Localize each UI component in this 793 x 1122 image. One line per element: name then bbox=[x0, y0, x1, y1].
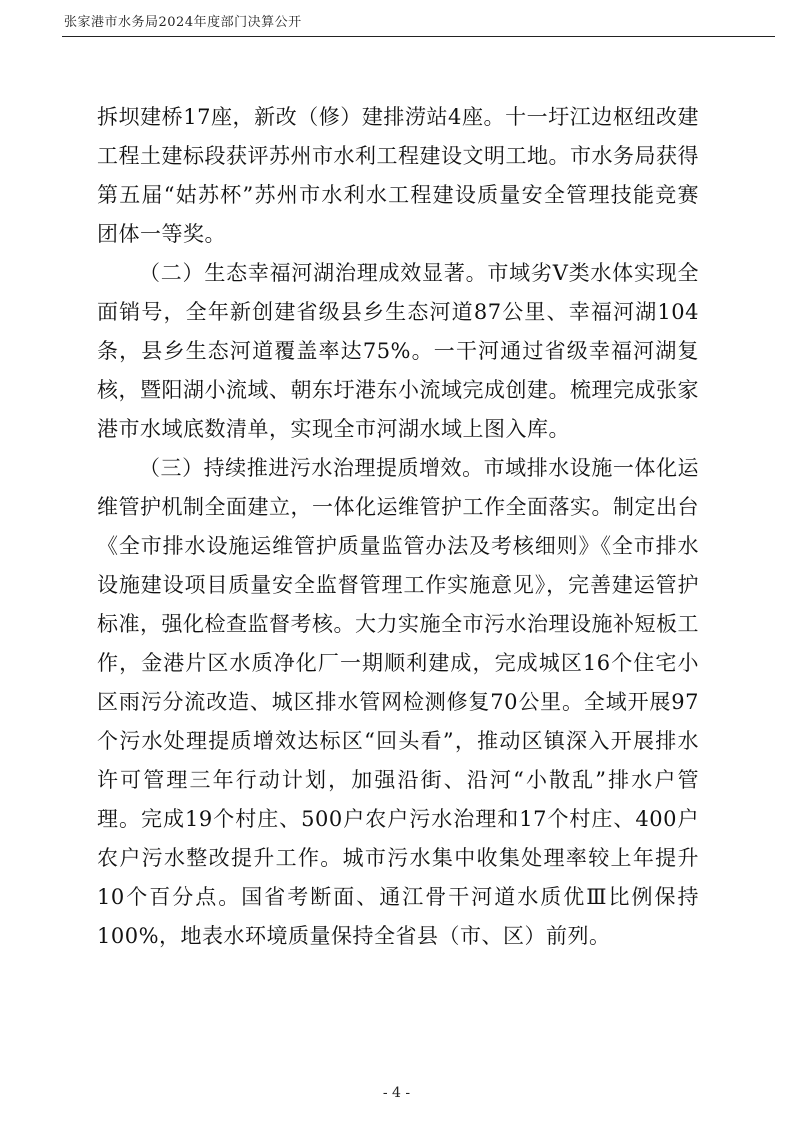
paragraph-continuation: 拆坝建桥17座，新改（修）建排涝站4座。十一圩江边枢纽改建工程土建标段获评苏州市水利工程建设文明工地。市水务局获得第五届“姑苏杯”苏州市水利水工程建设质量安全管理技能竞赛团体一等奖。 bbox=[97, 105, 699, 246]
running-header: 张家港市水务局2024年度部门决算公开 bbox=[64, 15, 302, 30]
page-number: - 4 - bbox=[382, 1085, 411, 1101]
document-body bbox=[97, 98, 699, 956]
paragraph-ecological-rivers: （二）生态幸福河湖治理成效显著。市域劣Ⅴ类水体实现全面销号，全年新创建省级县乡生态河道87公里、幸福河湖104条，县乡生态河道覆盖率达75%。一干河通过省级幸福河湖复核，暨阳湖小流域、朝东圩港东小流域完成创建。梳理完成张家港市水域底数清单，实现全市河湖水域上图入库。 bbox=[97, 261, 699, 441]
header-divider bbox=[62, 36, 775, 37]
paragraph-sewage-treatment: （三）持续推进污水治理提质增效。市域排水设施一体化运维管护机制全面建立，一体化运维管护工作全面落实。制定出台《全市排水设施运维管护质量监管办法及考核细则》《全市排水设施建设项目质量安全监督管理工作实施意见》，完善建运管护标准，强化检查监督考核。大力实施全市污水治理设施补短板工作，金港片区水质净化厂一期顺利建成，完成城区16个住宅小区雨污分流改造、城区排水管网检测修复70公里。全域开展97个污水处理提质增效达标区“回头看”，推动区镇深入开展排水许可管理三年行动计划，加强沿街、沿河“小散乱”排水户管理。完成19个村庄、500户农户污水治理和17个村庄、400户农户污水整改提升工作。城市污水集中收集处理率较上年提升10个百分点。国省考断面、通江骨干河道水质优Ⅲ比例保持100%，地表水环境质量保持全省县（市、区）前列。 bbox=[97, 456, 699, 948]
